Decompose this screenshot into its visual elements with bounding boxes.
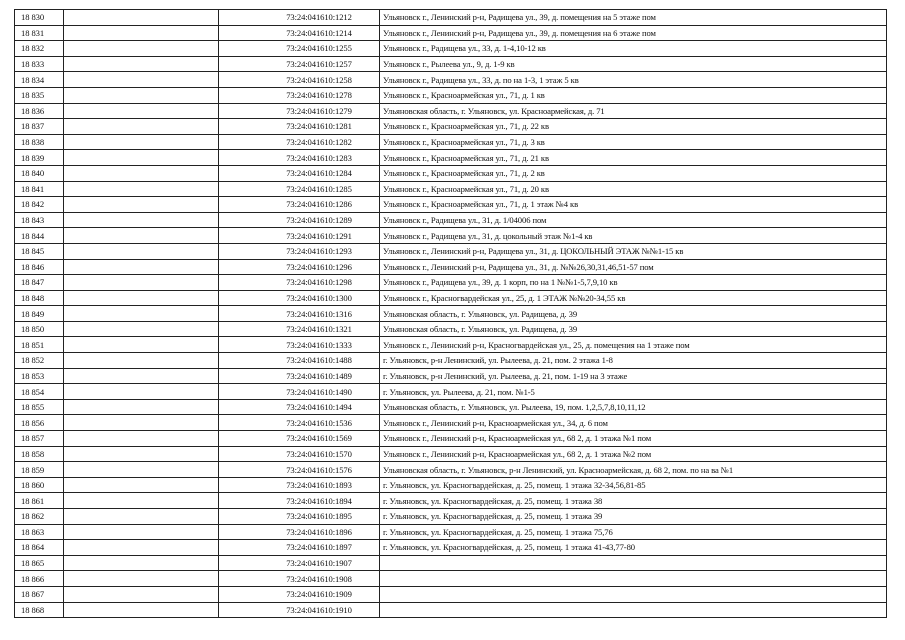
row-number-cell: 18 865 xyxy=(15,555,64,571)
table-row xyxy=(15,150,887,166)
empty-cell xyxy=(64,41,219,57)
table-row xyxy=(15,431,887,447)
table-row xyxy=(15,212,887,228)
address-cell: г. Ульяновск, ул. Красногвардейская, д. 25, помещ. 1 этажа 38 xyxy=(380,493,887,509)
row-number-cell: 18 866 xyxy=(15,571,64,587)
empty-cell xyxy=(64,555,219,571)
table-row xyxy=(15,602,887,618)
empty-cell xyxy=(64,119,219,135)
address-cell: г. Ульяновск, ул. Красногвардейская, д. 25, помещ. 1 этажа 32-34,56,81-85 xyxy=(380,477,887,493)
row-number-cell: 18 845 xyxy=(15,243,64,259)
row-number-cell: 18 837 xyxy=(15,119,64,135)
table-row xyxy=(15,524,887,540)
empty-cell xyxy=(64,399,219,415)
table-row xyxy=(15,571,887,587)
cadastral-number-cell: 73:24:041610:1257 xyxy=(219,56,380,72)
address-cell xyxy=(380,555,887,571)
empty-cell xyxy=(64,524,219,540)
cadastral-number-cell: 73:24:041610:1283 xyxy=(219,150,380,166)
address-cell: Ульяновск г., Красноармейская ул., 71, д. 20 кв xyxy=(380,181,887,197)
table-row xyxy=(15,56,887,72)
cadastral-number-cell: 73:24:041610:1282 xyxy=(219,134,380,150)
address-cell: Ульяновск г., Красноармейская ул., 71, д. 3 кв xyxy=(380,134,887,150)
document-page xyxy=(14,9,886,618)
row-number-cell: 18 852 xyxy=(15,353,64,369)
cadastral-number-cell: 73:24:041610:1570 xyxy=(219,446,380,462)
empty-cell xyxy=(64,10,219,26)
address-cell xyxy=(380,602,887,618)
empty-cell xyxy=(64,446,219,462)
address-cell: Ульяновская область, г. Ульяновск, ул. Радищева, д. 39 xyxy=(380,306,887,322)
table-row xyxy=(15,540,887,556)
cadastral-number-cell: 73:24:041610:1278 xyxy=(219,87,380,103)
cadastral-number-cell: 73:24:041610:1285 xyxy=(219,181,380,197)
empty-cell xyxy=(64,509,219,525)
cadastral-number-cell: 73:24:041610:1258 xyxy=(219,72,380,88)
cadastral-number-cell: 73:24:041610:1489 xyxy=(219,368,380,384)
table-row xyxy=(15,228,887,244)
empty-cell xyxy=(64,243,219,259)
empty-cell xyxy=(64,290,219,306)
address-cell: Ульяновск г., Радищева ул., 31, д. цокольный этаж №1-4 кв xyxy=(380,228,887,244)
cadastral-number-cell: 73:24:041610:1490 xyxy=(219,384,380,400)
cadastral-number-cell: 73:24:041610:1894 xyxy=(219,493,380,509)
empty-cell xyxy=(64,337,219,353)
address-cell: Ульяновская область, г. Ульяновск, ул. Радищева, д. 39 xyxy=(380,321,887,337)
empty-cell xyxy=(64,197,219,213)
row-number-cell: 18 839 xyxy=(15,150,64,166)
cadastral-number-cell: 73:24:041610:1316 xyxy=(219,306,380,322)
cadastral-number-cell: 73:24:041610:1289 xyxy=(219,212,380,228)
cadastral-number-cell: 73:24:041610:1895 xyxy=(219,509,380,525)
row-number-cell: 18 843 xyxy=(15,212,64,228)
table-row xyxy=(15,321,887,337)
address-cell: Ульяновск г., Красноармейская ул., 71, д. 2 кв xyxy=(380,165,887,181)
row-number-cell: 18 847 xyxy=(15,275,64,291)
address-cell: г. Ульяновск, ул. Красногвардейская, д. 25, помещ. 1 этажа 39 xyxy=(380,509,887,525)
row-number-cell: 18 858 xyxy=(15,446,64,462)
cadastral-number-cell: 73:24:041610:1896 xyxy=(219,524,380,540)
row-number-cell: 18 838 xyxy=(15,134,64,150)
empty-cell xyxy=(64,462,219,478)
cadastral-number-cell: 73:24:041610:1576 xyxy=(219,462,380,478)
address-cell xyxy=(380,571,887,587)
row-number-cell: 18 835 xyxy=(15,87,64,103)
empty-cell xyxy=(64,228,219,244)
table-row xyxy=(15,368,887,384)
address-cell: Ульяновск г., Ленинский р-н, Красноармейская ул., 68 2, д. 1 этажа №2 пом xyxy=(380,446,887,462)
table-row xyxy=(15,197,887,213)
address-cell: Ульяновская область, г. Ульяновск, ул. Красноармейская, д. 71 xyxy=(380,103,887,119)
row-number-cell: 18 850 xyxy=(15,321,64,337)
row-number-cell: 18 864 xyxy=(15,540,64,556)
table-row xyxy=(15,103,887,119)
empty-cell xyxy=(64,321,219,337)
cadastral-number-cell: 73:24:041610:1279 xyxy=(219,103,380,119)
table-row xyxy=(15,10,887,26)
table-row xyxy=(15,134,887,150)
empty-cell xyxy=(64,56,219,72)
cadastral-number-cell: 73:24:041610:1910 xyxy=(219,602,380,618)
empty-cell xyxy=(64,259,219,275)
table-row xyxy=(15,259,887,275)
row-number-cell: 18 863 xyxy=(15,524,64,540)
cadastral-number-cell: 73:24:041610:1255 xyxy=(219,41,380,57)
table-row xyxy=(15,72,887,88)
address-cell: Ульяновск г., Радищева ул., 31, д. 1/04006 пом xyxy=(380,212,887,228)
cadastral-number-cell: 73:24:041610:1536 xyxy=(219,415,380,431)
address-cell: Ульяновск г., Радищева ул., 33, д. 1-4,10-12 кв xyxy=(380,41,887,57)
address-cell: Ульяновск г., Рылеева ул., 9, д. 1-9 кв xyxy=(380,56,887,72)
empty-cell xyxy=(64,306,219,322)
table-row xyxy=(15,446,887,462)
empty-cell xyxy=(64,477,219,493)
address-cell: Ульяновск г., Ленинский р-н, Радищева ул., 39, д. помещения на 6 этаже пом xyxy=(380,25,887,41)
address-cell: Ульяновск г., Ленинский р-н, Красноармейская ул., 34, д. 6 пом xyxy=(380,415,887,431)
row-number-cell: 18 831 xyxy=(15,25,64,41)
table-row xyxy=(15,243,887,259)
cadastral-number-cell: 73:24:041610:1284 xyxy=(219,165,380,181)
empty-cell xyxy=(64,586,219,602)
row-number-cell: 18 832 xyxy=(15,41,64,57)
cadastral-number-cell: 73:24:041610:1212 xyxy=(219,10,380,26)
cadastral-number-cell: 73:24:041610:1300 xyxy=(219,290,380,306)
row-number-cell: 18 859 xyxy=(15,462,64,478)
table-row xyxy=(15,337,887,353)
row-number-cell: 18 868 xyxy=(15,602,64,618)
address-cell: г. Ульяновск, ул. Красногвардейская, д. 25, помещ. 1 этажа 41-43,77-80 xyxy=(380,540,887,556)
table-row xyxy=(15,555,887,571)
empty-cell xyxy=(64,571,219,587)
row-number-cell: 18 849 xyxy=(15,306,64,322)
row-number-cell: 18 861 xyxy=(15,493,64,509)
row-number-cell: 18 848 xyxy=(15,290,64,306)
row-number-cell: 18 836 xyxy=(15,103,64,119)
empty-cell xyxy=(64,431,219,447)
cadastral-number-cell: 73:24:041610:1897 xyxy=(219,540,380,556)
cadastral-number-cell: 73:24:041610:1281 xyxy=(219,119,380,135)
table-row xyxy=(15,306,887,322)
empty-cell xyxy=(64,150,219,166)
cadastral-number-cell: 73:24:041610:1321 xyxy=(219,321,380,337)
table-row xyxy=(15,353,887,369)
address-cell: г. Ульяновск, р-н Ленинский, ул. Рылеева, д. 21, пом. 2 этажа 1-8 xyxy=(380,353,887,369)
row-number-cell: 18 842 xyxy=(15,197,64,213)
row-number-cell: 18 834 xyxy=(15,72,64,88)
table-row xyxy=(15,290,887,306)
address-cell: Ульяновск г., Красноармейская ул., 71, д. 1 этаж №4 кв xyxy=(380,197,887,213)
cadastral-number-cell: 73:24:041610:1293 xyxy=(219,243,380,259)
row-number-cell: 18 846 xyxy=(15,259,64,275)
address-cell: Ульяновск г., Красноармейская ул., 71, д. 22 кв xyxy=(380,119,887,135)
empty-cell xyxy=(64,602,219,618)
row-number-cell: 18 830 xyxy=(15,10,64,26)
empty-cell xyxy=(64,212,219,228)
address-cell: Ульяновск г., Ленинский р-н, Радищева ул., 39, д. помещения на 5 этаже пом xyxy=(380,10,887,26)
table-body xyxy=(15,10,887,618)
row-number-cell: 18 855 xyxy=(15,399,64,415)
property-table xyxy=(14,9,887,618)
address-cell xyxy=(380,586,887,602)
cadastral-number-cell: 73:24:041610:1907 xyxy=(219,555,380,571)
empty-cell xyxy=(64,353,219,369)
table-row xyxy=(15,493,887,509)
table-row xyxy=(15,181,887,197)
row-number-cell: 18 844 xyxy=(15,228,64,244)
empty-cell xyxy=(64,384,219,400)
address-cell: Ульяновск г., Красноармейская ул., 71, д. 1 кв xyxy=(380,87,887,103)
table-row xyxy=(15,415,887,431)
address-cell: Ульяновск г., Ленинский р-н, Красноармейская ул., 68 2, д. 1 этажа №1 пом xyxy=(380,431,887,447)
address-cell: Ульяновск г., Радищева ул., 39, д. 1 корп, по на 1 №№1-5,7,9,10 кв xyxy=(380,275,887,291)
address-cell: г. Ульяновск, ул. Красногвардейская, д. 25, помещ. 1 этажа 75,76 xyxy=(380,524,887,540)
table-row xyxy=(15,399,887,415)
empty-cell xyxy=(64,134,219,150)
table-row xyxy=(15,119,887,135)
table-row xyxy=(15,25,887,41)
cadastral-number-cell: 73:24:041610:1569 xyxy=(219,431,380,447)
row-number-cell: 18 840 xyxy=(15,165,64,181)
cadastral-number-cell: 73:24:041610:1494 xyxy=(219,399,380,415)
row-number-cell: 18 833 xyxy=(15,56,64,72)
row-number-cell: 18 857 xyxy=(15,431,64,447)
cadastral-number-cell: 73:24:041610:1488 xyxy=(219,353,380,369)
row-number-cell: 18 854 xyxy=(15,384,64,400)
empty-cell xyxy=(64,25,219,41)
address-cell: Ульяновск г., Ленинский р-н, Красногвардейская ул., 25, д. помещения на 1 этаже пом xyxy=(380,337,887,353)
row-number-cell: 18 856 xyxy=(15,415,64,431)
row-number-cell: 18 860 xyxy=(15,477,64,493)
address-cell: Ульяновск г., Ленинский р-н, Радищева ул., 31, д. ЦОКОЛЬНЫЙ ЭТАЖ №№1-15 кв xyxy=(380,243,887,259)
cadastral-number-cell: 73:24:041610:1298 xyxy=(219,275,380,291)
empty-cell xyxy=(64,415,219,431)
address-cell: Ульяновск г., Красноармейская ул., 71, д. 21 кв xyxy=(380,150,887,166)
address-cell: Ульяновская область, г. Ульяновск, ул. Рылеева, 19, пом. 1,2,5,7,8,10,11,12 xyxy=(380,399,887,415)
empty-cell xyxy=(64,540,219,556)
cadastral-number-cell: 73:24:041610:1286 xyxy=(219,197,380,213)
cadastral-number-cell: 73:24:041610:1908 xyxy=(219,571,380,587)
address-cell: г. Ульяновск, р-н Ленинский, ул. Рылеева, д. 21, пом. 1-19 на 3 этаже xyxy=(380,368,887,384)
address-cell: Ульяновск г., Красногвардейская ул., 25, д. 1 ЭТАЖ №№20-34,55 кв xyxy=(380,290,887,306)
table-row xyxy=(15,275,887,291)
empty-cell xyxy=(64,181,219,197)
row-number-cell: 18 853 xyxy=(15,368,64,384)
empty-cell xyxy=(64,368,219,384)
table-row xyxy=(15,477,887,493)
cadastral-number-cell: 73:24:041610:1214 xyxy=(219,25,380,41)
row-number-cell: 18 841 xyxy=(15,181,64,197)
cadastral-number-cell: 73:24:041610:1893 xyxy=(219,477,380,493)
table-row xyxy=(15,586,887,602)
row-number-cell: 18 862 xyxy=(15,509,64,525)
address-cell: г. Ульяновск, ул. Рылеева, д. 21, пом. №1-5 xyxy=(380,384,887,400)
empty-cell xyxy=(64,165,219,181)
cadastral-number-cell: 73:24:041610:1296 xyxy=(219,259,380,275)
empty-cell xyxy=(64,72,219,88)
cadastral-number-cell: 73:24:041610:1333 xyxy=(219,337,380,353)
table-row xyxy=(15,509,887,525)
row-number-cell: 18 851 xyxy=(15,337,64,353)
address-cell: Ульяновск г., Ленинский р-н, Радищева ул., 31, д. №№26,30,31,46,51-57 пом xyxy=(380,259,887,275)
table-row xyxy=(15,87,887,103)
table-row xyxy=(15,41,887,57)
empty-cell xyxy=(64,493,219,509)
empty-cell xyxy=(64,87,219,103)
table-row xyxy=(15,462,887,478)
cadastral-number-cell: 73:24:041610:1291 xyxy=(219,228,380,244)
address-cell: Ульяновская область, г. Ульяновск, р-н Ленинский, ул. Красноармейская, д. 68 2, пом. по на ва №1 xyxy=(380,462,887,478)
empty-cell xyxy=(64,275,219,291)
address-cell: Ульяновск г., Радищева ул., 33, д. по на 1-3, 1 этаж 5 кв xyxy=(380,72,887,88)
table-row xyxy=(15,384,887,400)
table-row xyxy=(15,165,887,181)
empty-cell xyxy=(64,103,219,119)
cadastral-number-cell: 73:24:041610:1909 xyxy=(219,586,380,602)
row-number-cell: 18 867 xyxy=(15,586,64,602)
